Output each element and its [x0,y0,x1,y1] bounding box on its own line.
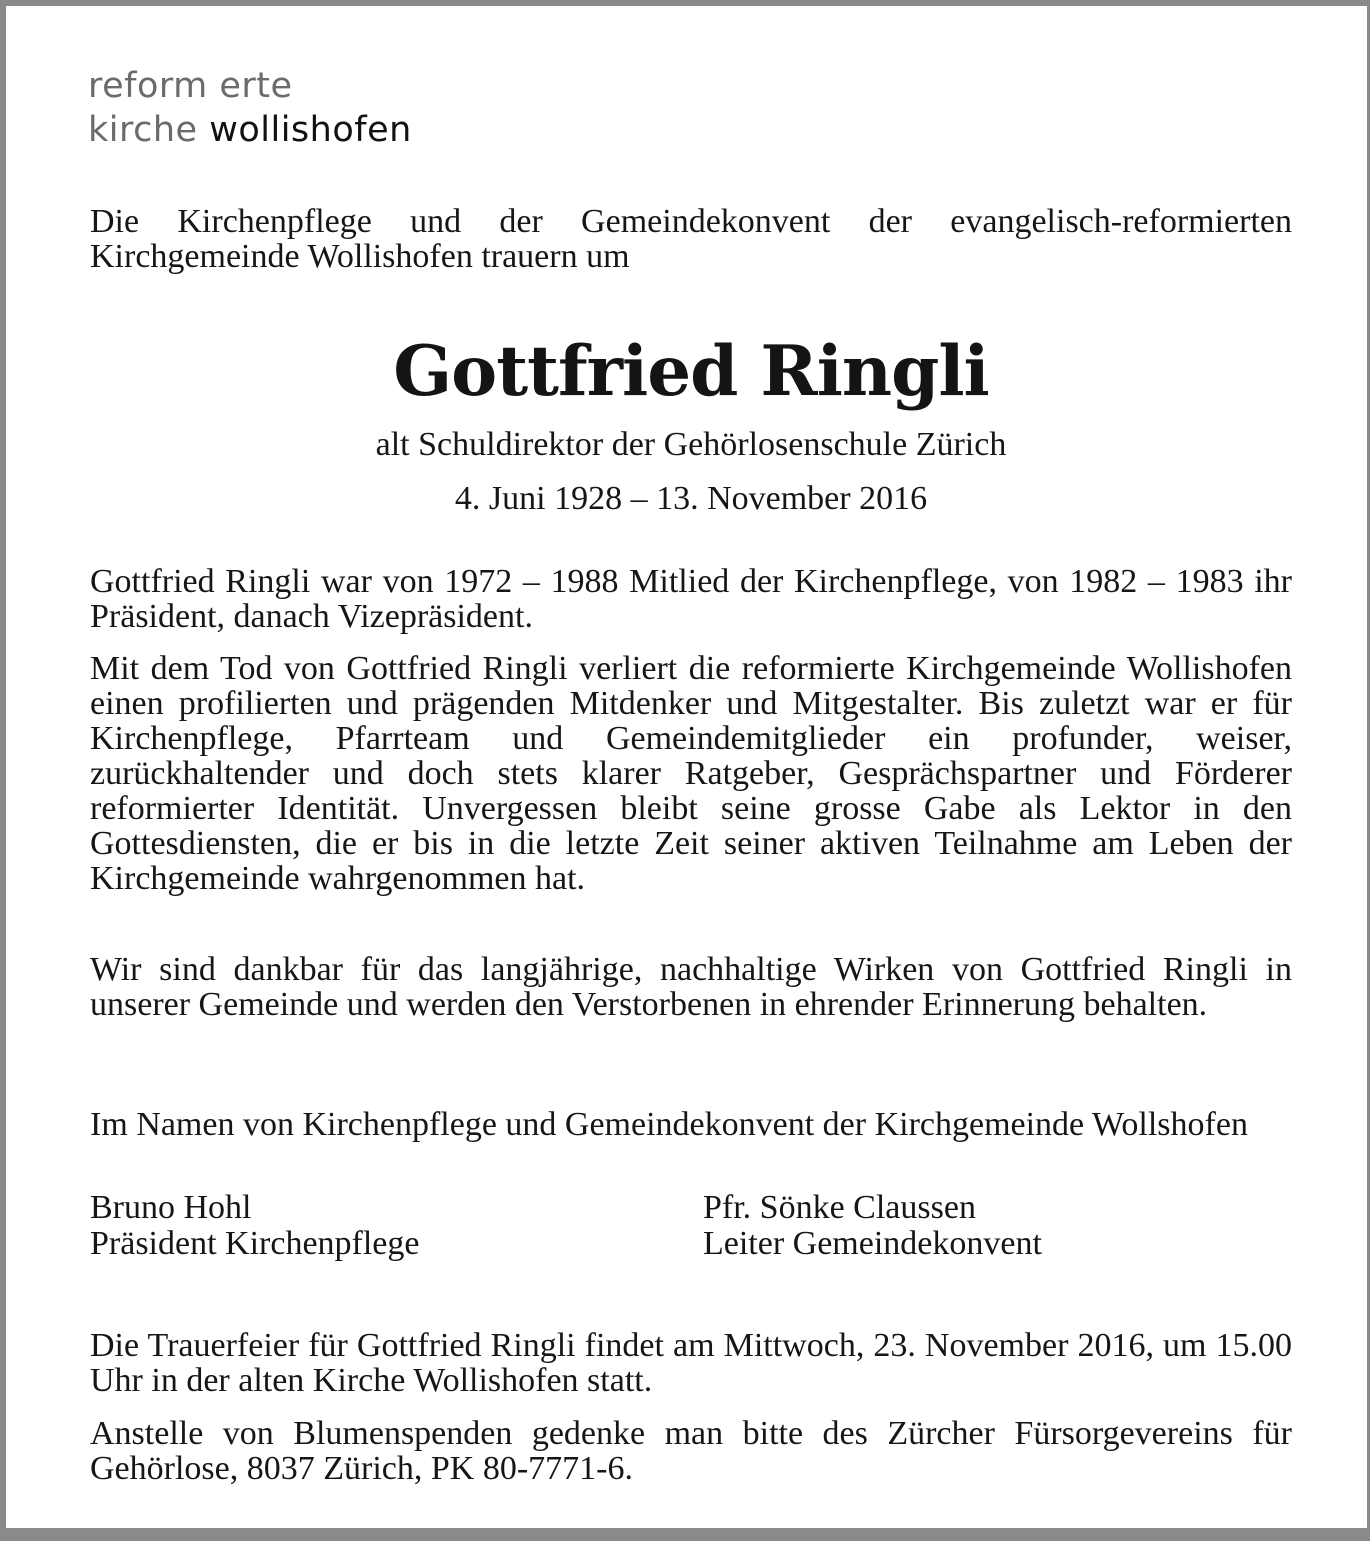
signer-right-name: Pfr. Sönke Claussen [703,1189,976,1226]
deceased-dates: 4. Juni 1928 – 13. November 2016 [454,480,928,517]
signer-right-role: Leiter Gemeindekonvent [703,1225,1042,1262]
logo-line-1: reform erte [88,66,293,106]
signature-right [703,1190,1042,1262]
signer-left-role: Präsident Kirchenpflege [90,1225,420,1262]
body-paragraph-2: Mit dem Tod von Gottfried Ringli verliert die reformierte Kirchgemeinde Wollishofen einen profilierten und prägenden Mitdenker und Mitgestalter. Bis zuletzt war er für Kirchenpflege, Pfarrteam und Gemeindemitglieder ein profunder, weiser, zurückhaltender und doch stets klarer Ratgeber, Gesprächspartner und Förderer reformierter Identität. Unvergessen bleibt seine grosse Gabe als Lektor in den Gottesdiensten, die er bis in die letzte Zeit seiner aktiven Teilnahme am Leben der Kirchgemeinde wahrgenommen hat. [90,650,1292,897]
signer-left-name: Bruno Hohl [90,1189,252,1226]
logo-word-kirche: kirche [88,110,198,150]
body-paragraph-1: Gottfried Ringli war von 1972 – 1988 Mitlied der Kirchenpflege, von 1982 – 1983 ihr Präsident, danach Vizepräsident. [90,563,1292,635]
body-paragraph-3: Wir sind dankbar für das langjährige, nachhaltige Wirken von Gottfried Ringli in unserer Gemeinde und werden den Verstorbenen in ehrender Erinnerung behalten. [90,951,1292,1023]
intro-text: Die Kirchenpflege und der Gemeindekonvent der evangelisch-reformierten Kirchgemeinde Wollishofen trauern um [90,203,1292,275]
logo-word-wollishofen: wollishofen [209,110,412,150]
donation-info: Anstelle von Blumenspenden gedenke man bitte des Zürcher Fürsorgevereins für Gehörlose, 8037 Zürich, PK 80-7771-6. [90,1415,1292,1487]
deceased-title: alt Schuldirektor der Gehörlosenschule Zürich [375,426,1007,463]
signature-left [90,1190,420,1262]
deceased-name: Gottfried Ringli [393,331,989,412]
signoff-intro: Im Namen von Kirchenpflege und Gemeindekonvent der Kirchgemeinde Wollshofen [90,1106,1248,1143]
church-logo [88,64,412,152]
funeral-info: Die Trauerfeier für Gottfried Ringli findet am Mittwoch, 23. November 2016, um 15.00 Uhr in der alten Kirche Wollishofen statt. [90,1327,1292,1399]
